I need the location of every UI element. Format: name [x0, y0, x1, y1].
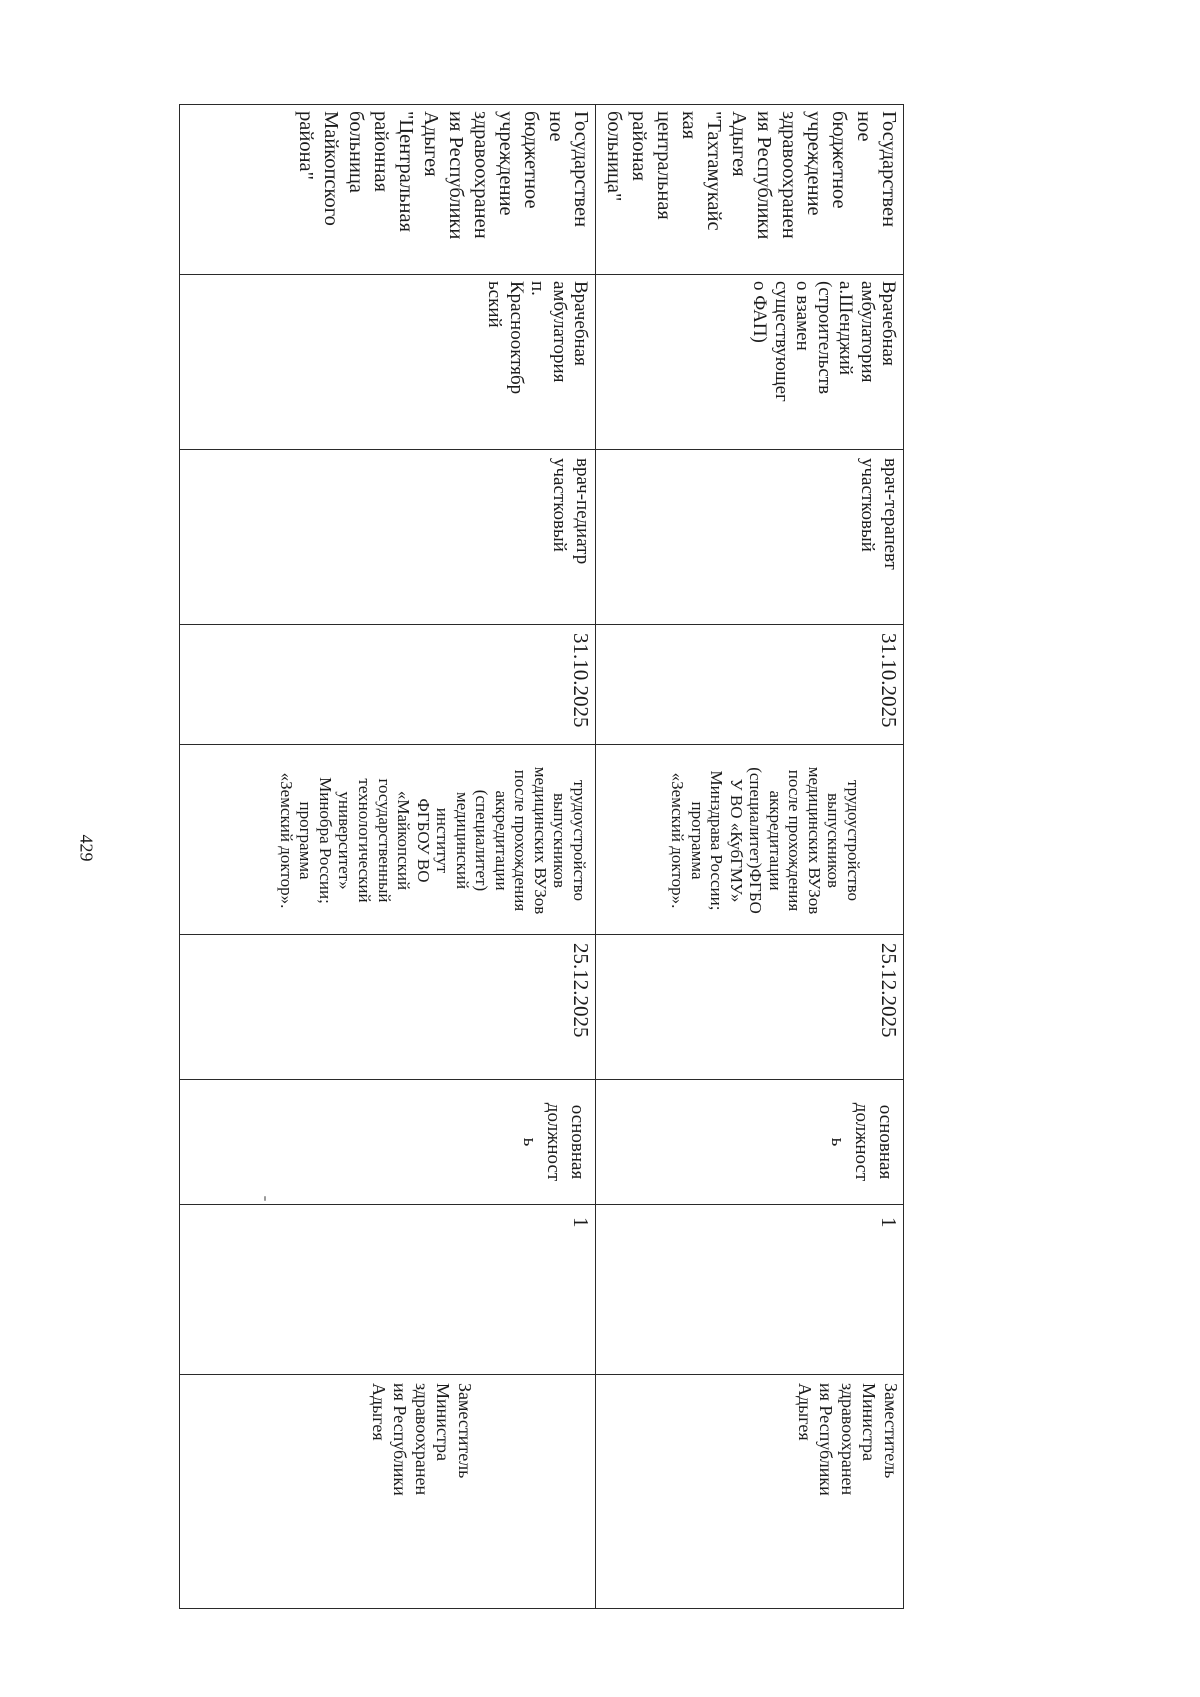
date-end-cell	[596, 935, 904, 1080]
note-text: трудоустройство выпускников медицинских ВУЗов после прохождения аккредитации (специалитет) медицинский институт ФГБОУ ВО «Майкопский государственный технологический университет» Минобра России; программа «Земский доктор».	[276, 766, 589, 915]
organization-cell	[596, 105, 904, 275]
responsible-text: Заместитель Министра здравоохранен ия Республики Адыгея	[368, 1383, 475, 1496]
position-cell	[596, 450, 904, 625]
count-cell	[180, 1205, 596, 1375]
date-end-text: 25.12.2025	[877, 943, 901, 1038]
position-text: врач-терапевт участковый	[857, 458, 901, 570]
category-cell	[596, 1080, 904, 1205]
rotated-table-container	[180, 104, 904, 1608]
count-text: 1	[569, 1217, 593, 1228]
category-text: основная должност ь	[827, 1102, 896, 1182]
position-text: врач-педиатр участковый	[549, 458, 593, 565]
table-row	[180, 105, 596, 1609]
vacancy-table	[179, 104, 904, 1609]
table-row	[596, 105, 904, 1609]
count-text: 1	[877, 1217, 901, 1228]
division-text: Врачебная амбулатория п. Краснооктябр ьский	[484, 281, 591, 395]
position-cell	[180, 450, 596, 625]
date-end-cell	[180, 935, 596, 1080]
category-text: основная должност ь	[519, 1102, 588, 1182]
division-text: Врачебная амбулатория а.Шенджий (строительств о взамен существующег о ФАП)	[749, 281, 899, 402]
organization-text: Государствен ное бюджетное учреждение здравоохранен ия Республики Адыгея "Центральная районная больница Майкопского района"	[295, 111, 592, 240]
date-end-text: 25.12.2025	[569, 943, 593, 1038]
responsible-text: Заместитель Министра здравоохранен ия Республики Адыгея	[794, 1383, 901, 1496]
division-cell	[180, 275, 596, 450]
date-start-text: 31.10.2025	[877, 633, 901, 728]
date-start-cell	[596, 625, 904, 745]
responsible-cell	[180, 1375, 596, 1609]
date-start-cell	[180, 625, 596, 745]
note-text: трудоустройство выпускников медицинских ВУЗов после прохождения аккредитации (специалитет)ФГБО У ВО «КубГМУ» Минздрава России; программа «Земский доктор».	[668, 766, 863, 915]
date-start-text: 31.10.2025	[569, 633, 593, 728]
organization-text: Государствен ное бюджетное учреждение здравоохранен ия Республики Адыгея "Тахтамукайс кая центральная районая больница"	[603, 111, 900, 240]
category-cell	[180, 1080, 596, 1205]
note-cell	[596, 745, 904, 935]
page-number: 429	[76, 834, 97, 862]
note-cell	[180, 745, 596, 935]
responsible-cell	[596, 1375, 904, 1609]
division-cell	[596, 275, 904, 450]
organization-cell	[180, 105, 596, 275]
count-cell	[596, 1205, 904, 1375]
